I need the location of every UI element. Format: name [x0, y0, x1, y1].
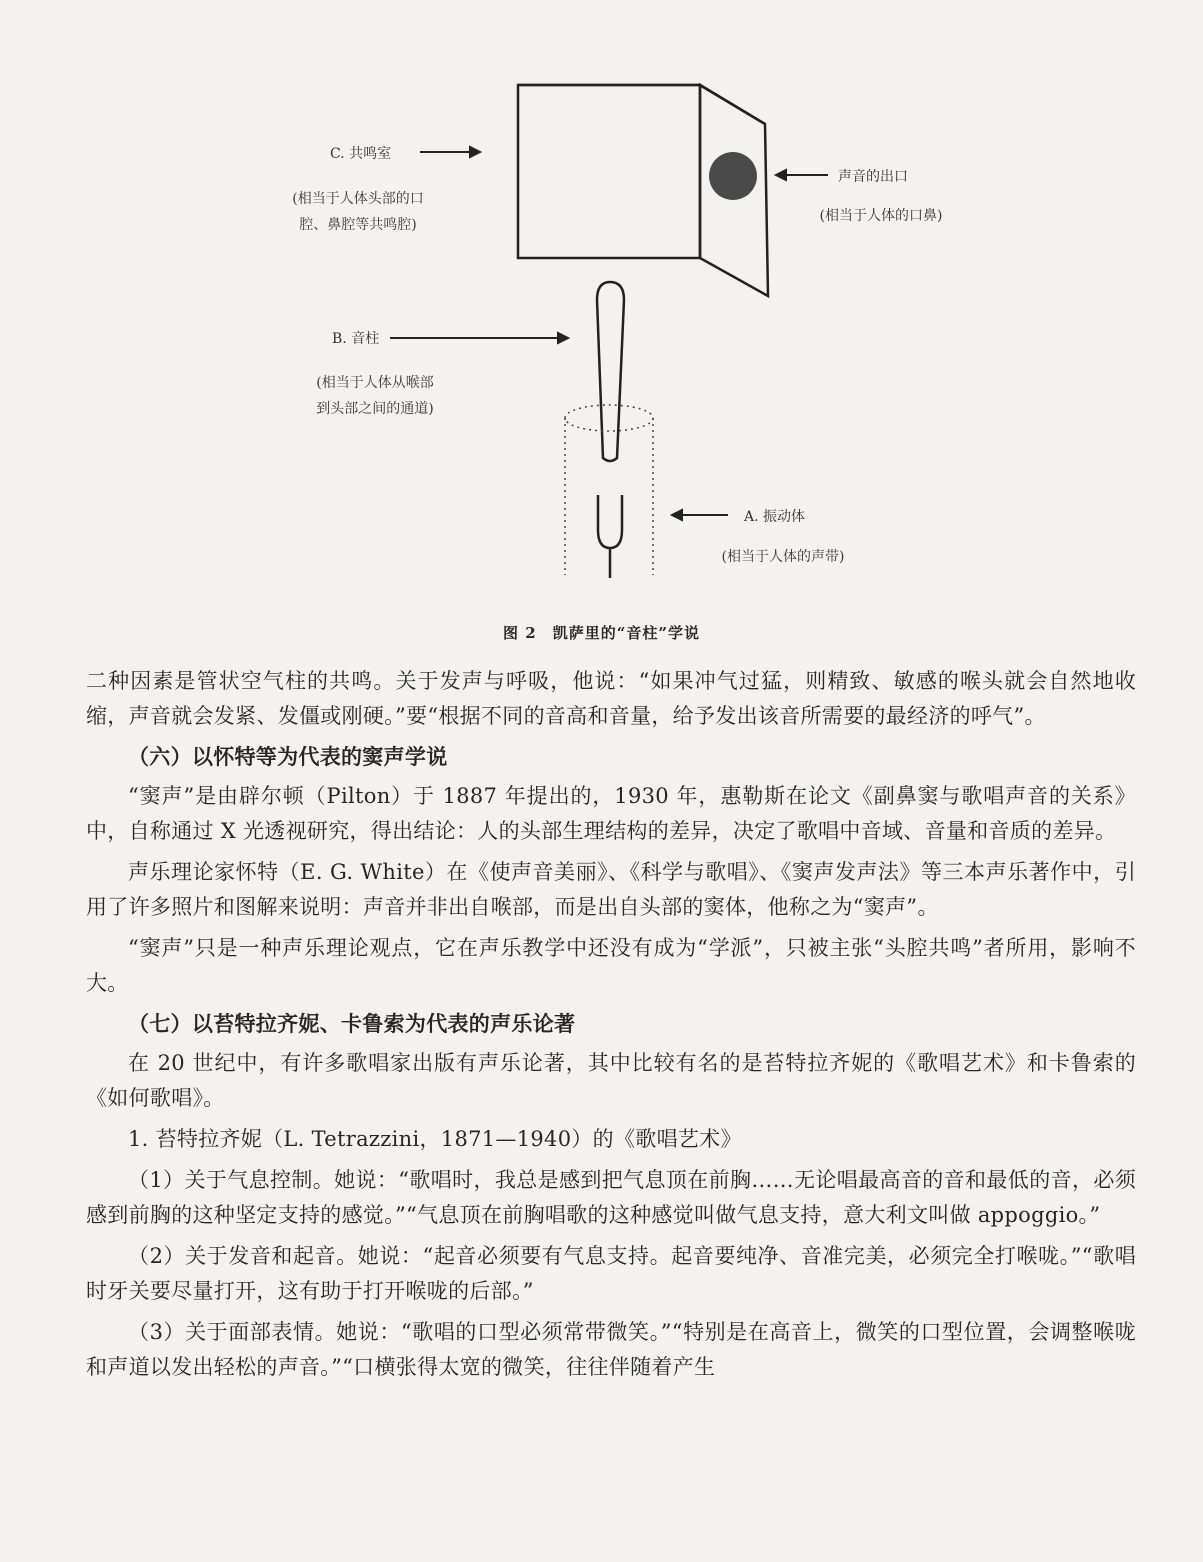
paragraph-facial-expression: （3）关于面部表情。她说：“歌唱的口型必须常带微笑。”“特别是在高音上，微笑的口型位置，会调整喉咙和声道以发出轻松的声音。”“口横张得太宽的微笑，往往伴随着产生	[86, 1320, 1136, 1379]
label-tone-column-note-line-1: (相当于人体从喉部	[316, 375, 434, 391]
resonance-chamber-front-face	[518, 85, 700, 258]
paragraph-white: 声乐理论家怀特（E. G. White）在《使声音美丽》、《科学与歌唱》、《窦声发声法》等三本声乐著作中，引用了许多照片和图解来说明：声音并非出自喉部，而是出自头部的窦体，他称之为“窦声”。	[86, 860, 1136, 919]
paragraph-breath: 二种因素是管状空气柱的共鸣。关于发声与呼吸，他说：“如果冲气过猛，则精致、敏感的喉头就会自然地收缩，声音就会发紧、发僵或刚硬。”要“根据不同的音高和音量，给予发出该音所需要的最经济的呼气”。	[86, 669, 1136, 728]
label-tone-column-note-line-2: 到头部之间的通道)	[316, 401, 434, 417]
paragraph-tetrazzini-title: 1. 苔特拉齐妮（L. Tetrazzini，1871—1940）的《歌唱艺术》	[128, 1127, 742, 1151]
paragraph-sinus-influence: “窦声”只是一种声乐理论观点，它在声乐教学中还没有成为“学派”，只被主张“头腔共鸣”者所用，影响不大。	[86, 936, 1136, 995]
label-resonance-chamber-note-line-1: (相当于人体头部的口	[292, 191, 424, 207]
tuning-fork	[598, 495, 622, 548]
body-text	[86, 664, 1136, 1391]
figure-caption: 图 2 凯萨里的“音柱”学说	[503, 624, 700, 642]
paragraph-breath-control: （1）关于气息控制。她说：“歌唱时，我总是感到把气息顶在前胸……无论唱最高音的音和最低的音，必须感到前胸的这种坚定支持的感觉。”“气息顶在前胸唱歌的这种感觉叫做气息支持，意大利文叫做 appoggio。”	[86, 1168, 1136, 1227]
paragraph-sinus-origin: “窦声”是由辟尔顿（Pilton）于 1887 年提出的，1930 年，惠勒斯在论文《副鼻窦与歌唱声音的关系》中，自称通过 X 光透视研究，得出结论：人的头部生理结构的差异，决定了歌唱中音域、音量和音质的差异。	[86, 784, 1136, 843]
label-resonance-chamber: C. 共鸣室	[330, 146, 392, 162]
label-resonance-chamber-note	[258, 186, 458, 238]
label-vibrator: A. 振动体	[744, 509, 806, 525]
label-resonance-chamber-note-line-2: 腔、鼻腔等共鸣腔)	[299, 217, 417, 233]
label-sound-outlet: 声音的出口	[838, 169, 908, 185]
section-heading-vocal-treatises: （七）以苔特拉齐妮、卡鲁索为代表的声乐论著	[128, 1012, 576, 1036]
paragraph-attack: （2）关于发音和起音。她说：“起音必须要有气息支持。起音要纯净、音准完美，必须完全打喉咙。”“歌唱时牙关要尽量打开，这有助于打开喉咙的后部。”	[86, 1244, 1136, 1303]
diagram-drawing	[0, 0, 1203, 660]
tone-column-tube	[597, 282, 624, 461]
label-tone-column: B. 音柱	[332, 331, 380, 347]
label-sound-outlet-note: (相当于人体的口鼻)	[819, 208, 943, 224]
label-tone-column-note	[275, 370, 475, 422]
label-vibrator-note: (相当于人体的声带)	[721, 549, 845, 565]
sound-outlet-circle	[709, 152, 757, 200]
figure-tone-column-diagram	[0, 0, 1203, 660]
paragraph-treatises-intro: 在 20 世纪中，有许多歌唱家出版有声乐论著，其中比较有名的是苔特拉齐妮的《歌唱艺术》和卡鲁索的《如何歌唱》。	[86, 1051, 1136, 1110]
section-heading-sinus-tone: （六）以怀特等为代表的窦声学说	[128, 745, 448, 769]
